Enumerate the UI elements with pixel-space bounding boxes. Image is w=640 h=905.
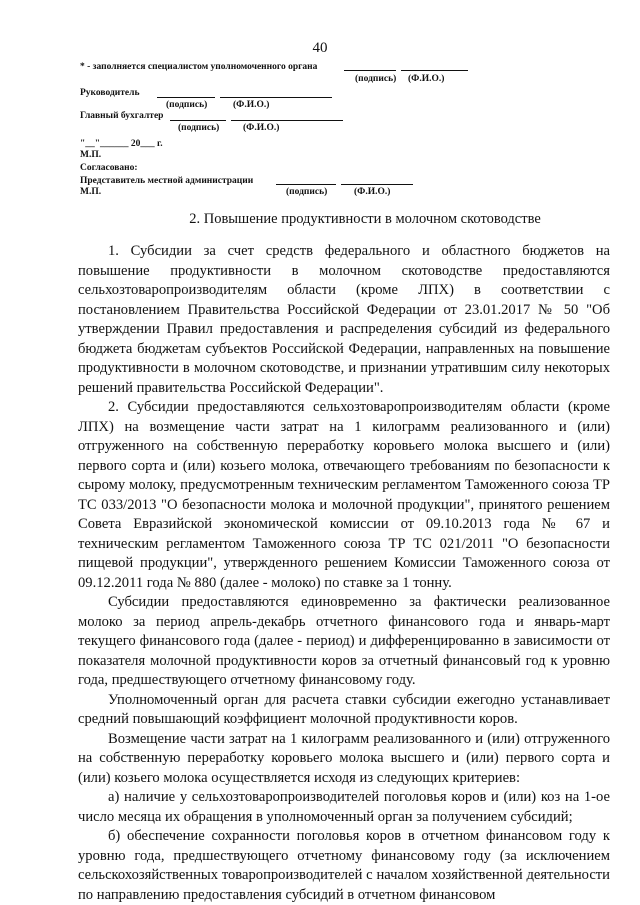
- signature-caption: (подпись): [355, 74, 397, 84]
- paragraph-5: Возмещение части затрат на 1 килограмм реализованного и (или) отгруженного на собственную переработку коровьего молока высшего и (или) первого сорта и (или) козьего молока осуществляется исходя из следующих критериев:: [78, 730, 610, 786]
- accountant-name-caption: (Ф.И.О.): [243, 123, 280, 133]
- name-caption: (Ф.И.О.): [408, 74, 445, 84]
- head-name-caption: (Ф.И.О.): [233, 100, 270, 110]
- paragraph-1: 1. Субсидии за счет средств федерального и областного бюджетов на повышение продуктивности в молочном скотоводстве предоставляются сельхозтоваропроизводителям области (кроме ЛПХ) в соответствии с постановлением Правительства Российской Федерации от 23.01.2017 № 50 "Об утверждении Правил предоставления и распределения субсидий из федерального бюджета бюджетам субъектов Российской Федерации, направленных на повышение продуктивности в молочном скотоводстве, и признании утратившим силу некоторых решений правительства Российской Федерации".: [78, 243, 610, 396]
- admin-name-caption: (Ф.И.О.): [354, 187, 391, 197]
- head-label: Руководитель: [80, 88, 140, 98]
- head-signature-caption: (подпись): [166, 100, 208, 110]
- accountant-name-line: [231, 120, 343, 121]
- stamp-mark: М.П.: [80, 150, 102, 160]
- head-signature-line: [157, 97, 215, 98]
- paragraph-7: б) обеспечение сохранности поголовья коров в отчетном финансовом году к уровню года, предшествующего отчетному финансовому году (за исключением сельскохозяйственных товаропроизводителей с началом хозяйственной деятельности по направлению предоставления субсидий в отчетном финансовом: [78, 828, 610, 903]
- admin-rep-label: Представитель местной администрации: [80, 176, 254, 186]
- agreed-label: Согласовано:: [80, 163, 138, 173]
- signature-line: [344, 70, 396, 71]
- document-body: [78, 242, 610, 905]
- accountant-label: Главный бухгалтер: [80, 111, 164, 121]
- name-line: [401, 70, 468, 71]
- paragraph-3: Субсидии предоставляются единовременно за фактически реализованное молоко за период апрель-декабрь отчетного финансового года и январь-март текущего финансового года (далее - период) и дифференцированно в зависимости от показателя молочной продуктивности коров за отчетный финансовый год к уровню года, предшествующего отчетному финансовому году.: [78, 594, 610, 688]
- section-title: 2. Повышение продуктивности в молочном скотоводстве: [189, 211, 541, 227]
- date-line: "__"______ 20___ г.: [80, 139, 163, 149]
- accountant-signature-caption: (подпись): [178, 123, 220, 133]
- admin-stamp-mark: М.П.: [80, 187, 102, 197]
- admin-signature-line: [276, 184, 336, 185]
- paragraph-2: 2. Субсидии предоставляются сельхозтоваропроизводителям области (кроме ЛПХ) на возмещение части затрат на 1 килограмм реализованного и (или) отгруженного на собственную переработку коровьего молока высшего и (или) первого сорта и (или) козьего молока, отвечающего требованиям по безопасности к сырому молоку, предусмотренным техническим регламентом Таможенного союза ТР ТС 033/2013 "О безопасности молока и молочной продукции", принятого решением Совета Евразийской экономической комиссии от 09.10.2013 года № 67 и техническим регламентом Таможенного союза ТР ТС 021/2011 "О безопасности пищевой продукции", утвержденного решением Комиссии Таможенного союза от 09.12.2011 года № 880 (далее - молоко) по ставке за 1 тонну.: [78, 399, 610, 591]
- specialist-note: * - заполняется специалистом уполномоченного органа: [80, 62, 318, 72]
- paragraph-6: а) наличие у сельхозтоваропроизводителей поголовья коров и (или) коз на 1-ое число месяца их обращения в уполномоченный орган за получением субсидий;: [78, 789, 610, 825]
- page-number: 40: [312, 40, 328, 56]
- admin-signature-caption: (подпись): [286, 187, 328, 197]
- admin-name-line: [341, 184, 413, 185]
- paragraph-4: Уполномоченный орган для расчета ставки субсидии ежегодно устанавливает средний повышающий коэффициент молочной продуктивности коров.: [78, 691, 610, 727]
- accountant-signature-line: [170, 120, 226, 121]
- head-name-line: [220, 97, 332, 98]
